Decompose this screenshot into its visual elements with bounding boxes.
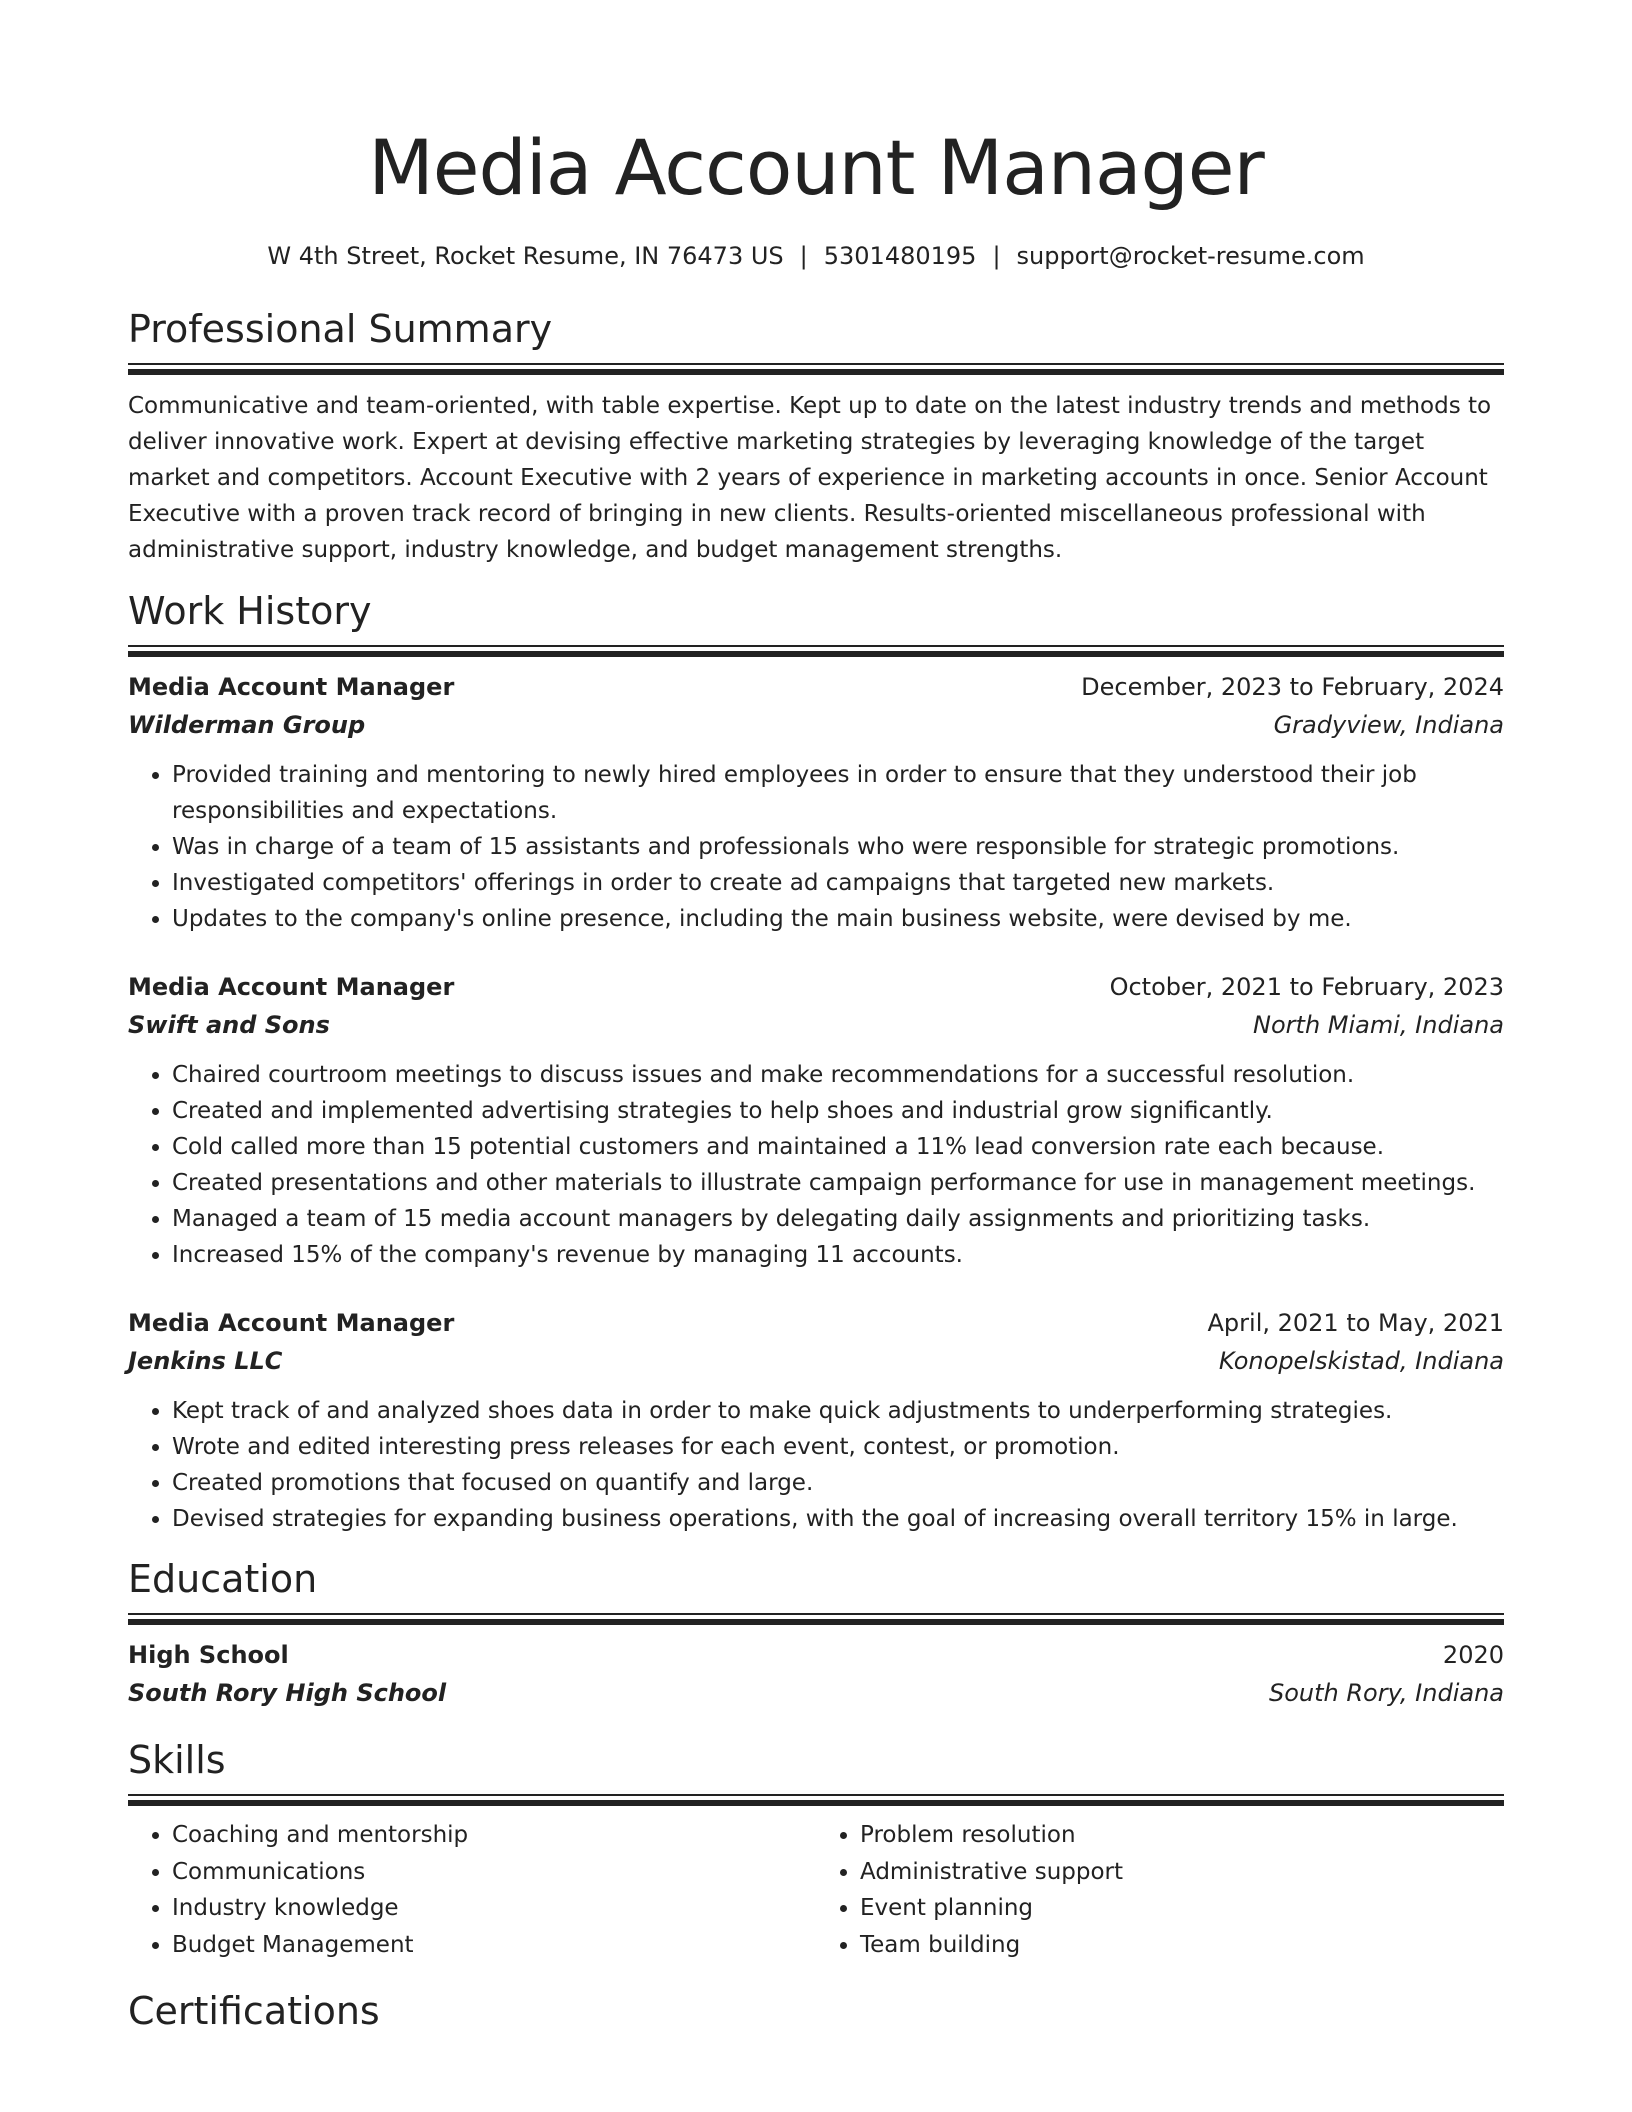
list-item: • Managed a team of 15 media account managers by delegating daily assignments and prioritizing tasks. [172, 1201, 1504, 1237]
list-item: • Provided training and mentoring to newly hired employees in order to ensure that they understood their job responsibilities and expectations. [172, 757, 1504, 829]
job-company-row [128, 1006, 1504, 1044]
job-dates: December, 2023 to February, 2024 [1081, 673, 1504, 701]
list-item: • Kept track of and analyzed shoes data in order to make quick adjustments to underperforming strategies. [172, 1393, 1504, 1429]
job-title: Media Account Manager [128, 973, 455, 1001]
job-company: Jenkins LLC [128, 1347, 283, 1375]
list-item: • Increased 15% of the company's revenue by managing 11 accounts. [172, 1237, 1504, 1273]
list-item: • Communications [172, 1854, 816, 1891]
section-divider [128, 363, 1504, 376]
section-title-skills: Skills [128, 1738, 226, 1782]
job-header-row [128, 1304, 1504, 1342]
education-school: South Rory High School [128, 1679, 447, 1707]
list-item: • Team building [860, 1927, 1504, 1964]
list-item: • Budget Management [172, 1927, 816, 1964]
job-entry [128, 1304, 1504, 1537]
job-bullets [128, 1057, 1504, 1273]
job-entry [128, 968, 1504, 1273]
list-item: • Created and implemented advertising strategies to help shoes and industrial grow significantly. [172, 1093, 1504, 1129]
job-company-row [128, 1342, 1504, 1380]
list-item: • Problem resolution [860, 1817, 1504, 1854]
list-item: • Devised strategies for expanding business operations, with the goal of increasing overall territory 15% in large. [172, 1501, 1504, 1537]
contact-email: support@rocket-resume.com [1016, 242, 1365, 270]
skills-column-right [816, 1817, 1504, 1963]
education-location: South Rory, Indiana [1268, 1679, 1504, 1707]
education-school-row [128, 1674, 1504, 1712]
education-degree: High School [128, 1641, 289, 1669]
education-header-row [128, 1636, 1504, 1674]
summary-section [128, 305, 1504, 568]
section-divider [128, 645, 1504, 658]
job-location: Konopelskistad, Indiana [1218, 1347, 1504, 1375]
contact-phone: 5301480195 [823, 242, 977, 270]
section-divider [128, 1794, 1504, 1807]
list-item: • Updates to the company's online presence, including the main business website, were devised by me. [172, 901, 1504, 937]
list-item: • Wrote and edited interesting press releases for each event, contest, or promotion. [172, 1429, 1504, 1465]
list-item: • Industry knowledge [172, 1890, 816, 1927]
job-location: North Miami, Indiana [1253, 1011, 1504, 1039]
resume-name: Media Account Manager [368, 123, 1264, 212]
list-item: • Investigated competitors' offerings in order to create ad campaigns that targeted new markets. [172, 865, 1504, 901]
job-company-row [128, 706, 1504, 744]
skills-list [128, 1817, 1504, 1963]
education-year: 2020 [1442, 1641, 1504, 1669]
job-company: Swift and Sons [128, 1011, 330, 1039]
summary-text: Communicative and team-oriented, with table expertise. Kept up to date on the latest industry trends and methods to deliver innovative work. Expert at devising effective marketing strategies by leveraging knowledge of the target market and competitors. Account Executive with 2 years of experience in marketing accounts in once. Senior Account Executive with a proven track record of bringing in new clients. Results-oriented miscellaneous professional with administrative support, industry knowledge, and budget management strengths. [128, 393, 1492, 563]
list-item: • Chaired courtroom meetings to discuss issues and make recommendations for a successful resolution. [172, 1057, 1504, 1093]
list-item: • Coaching and mentorship [172, 1817, 816, 1854]
work-history-section [128, 587, 1504, 1537]
list-item: • Created presentations and other materials to illustrate campaign performance for use in management meetings. [172, 1165, 1504, 1201]
job-bullets [128, 1393, 1504, 1537]
section-title-education: Education [128, 1557, 318, 1601]
education-entry [128, 1636, 1504, 1712]
job-header-row [128, 668, 1504, 706]
job-entry [128, 668, 1504, 937]
skills-section [128, 1736, 1504, 1963]
job-dates: April, 2021 to May, 2021 [1207, 1309, 1504, 1337]
contact-separator: | [992, 242, 1001, 270]
section-divider [128, 1613, 1504, 1626]
skills-column-left [128, 1817, 816, 1963]
job-bullets [128, 757, 1504, 937]
job-header-row [128, 968, 1504, 1006]
job-dates: October, 2021 to February, 2023 [1109, 973, 1504, 1001]
job-title: Media Account Manager [128, 1309, 455, 1337]
education-section [128, 1555, 1504, 1712]
job-title: Media Account Manager [128, 673, 455, 701]
job-location: Gradyview, Indiana [1273, 711, 1504, 739]
list-item: • Created promotions that focused on quantify and large. [172, 1465, 1504, 1501]
contact-separator: | [799, 242, 808, 270]
contact-address: W 4th Street, Rocket Resume, IN 76473 US [267, 242, 784, 270]
contact-line [128, 240, 1504, 272]
section-title-summary: Professional Summary [128, 307, 553, 351]
list-item: • Was in charge of a team of 15 assistants and professionals who were responsible for strategic promotions. [172, 829, 1504, 865]
list-item: • Administrative support [860, 1854, 1504, 1891]
list-item: • Cold called more than 15 potential customers and maintained a 11% lead conversion rate each because. [172, 1129, 1504, 1165]
job-company: Wilderman Group [128, 711, 366, 739]
list-item: • Event planning [860, 1890, 1504, 1927]
section-title-work-history: Work History [128, 589, 372, 633]
section-title-certifications: Certifications [128, 1989, 380, 2033]
certifications-section [128, 1987, 1504, 2035]
